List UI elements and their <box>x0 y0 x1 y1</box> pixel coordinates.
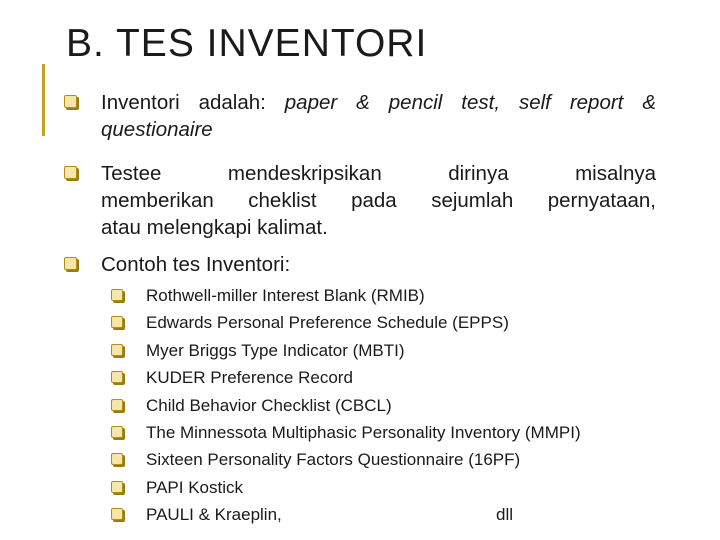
example-text: Edwards Personal Preference Schedule (EPPS) <box>146 313 509 333</box>
bullet-testee-description <box>64 160 656 241</box>
example-text: KUDER Preference Record <box>146 368 353 388</box>
bullet-list <box>64 89 656 533</box>
accent-bar <box>42 64 45 136</box>
bullet-examples-heading: Contoh tes Inventori: <box>101 253 291 276</box>
list-item <box>64 337 619 364</box>
list-item <box>64 446 619 473</box>
checkbox-bullet-icon <box>111 426 123 438</box>
checkbox-bullet-icon <box>111 399 123 411</box>
example-text: Sixteen Personality Factors Questionnaire (16PF) <box>146 450 521 470</box>
bullet-text-line-2: memberikan cheklist pada sejumlah pernyataan, <box>101 189 656 212</box>
example-tail-text: dll <box>496 505 514 525</box>
checkbox-bullet-icon <box>111 316 123 328</box>
example-text: Myer Briggs Type Indicator (MBTI) <box>146 340 405 360</box>
example-text: PAPI Kostick <box>146 477 243 497</box>
checkbox-bullet-icon <box>64 257 77 270</box>
example-text: Child Behavior Checklist (CBCL) <box>146 395 392 415</box>
slide-title: B. TES INVENTORI <box>66 22 428 65</box>
example-text: Rothwell-miller Interest Blank (RMIB) <box>146 286 425 305</box>
checkbox-bullet-icon <box>111 344 123 356</box>
checkbox-bullet-icon <box>111 508 123 520</box>
list-item <box>64 419 619 446</box>
bullet-text-line-1: Testee mendeskripsikan dirinya misalnya <box>101 162 656 185</box>
list-item <box>64 364 619 391</box>
list-item <box>64 392 619 419</box>
checkbox-bullet-icon <box>111 481 123 493</box>
checkbox-bullet-icon <box>111 371 123 383</box>
list-item <box>64 309 619 336</box>
list-item <box>64 474 619 501</box>
bullet-emphasis-text: paper & pencil test, self report & questionaire <box>101 91 656 141</box>
bullet-examples <box>64 251 656 529</box>
checkbox-bullet-icon <box>111 453 123 465</box>
checkbox-bullet-icon <box>111 289 123 301</box>
bullet-lead-text: Inventori adalah: <box>101 91 285 114</box>
list-item <box>64 282 619 309</box>
examples-list <box>64 282 619 529</box>
bullet-inventori-definition <box>64 89 656 143</box>
checkbox-bullet-icon <box>64 166 77 179</box>
example-text: PAULI & Kraeplin, <box>146 505 282 525</box>
bullet-text-line-3: atau melengkapi kalimat. <box>101 216 328 239</box>
checkbox-bullet-icon <box>64 95 77 108</box>
example-text: The Minnessota Multiphasic Personality Inventory (MMPI) <box>146 423 581 443</box>
list-item <box>64 501 619 528</box>
